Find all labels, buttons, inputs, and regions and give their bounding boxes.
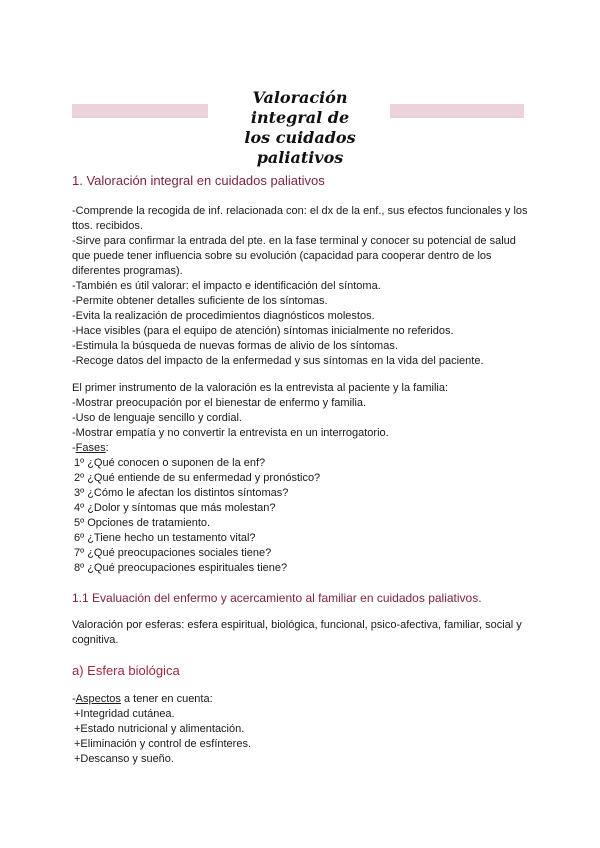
bullet-line: -Estimula la búsqueda de nuevas formas de alivio de los síntomas. [72, 340, 398, 352]
aspectos-suffix: a tener en cuenta: [120, 693, 213, 705]
interview-line: -Mostrar empatía y no convertir la entrevista en un interrogatorio. [72, 427, 389, 439]
esferas-text: Valoración por esferas: esfera espiritual, biológica, funcional, psico-afectiva, familiar, social y cognitiva. [72, 619, 522, 646]
interview-block [72, 381, 532, 576]
aspectos-block [72, 692, 532, 767]
section-1-heading: 1. Valoración integral en cuidados paliativos [72, 173, 325, 188]
fase-item: 5º Opciones de tratamiento. [74, 517, 211, 529]
aspecto-item: +Estado nutricional y alimentación. [74, 723, 245, 735]
aspectos-prefix: - [72, 693, 76, 705]
bullet-line: -Hace visibles (para el equipo de atención) síntomas inicialmente no referidos. [72, 325, 454, 337]
aspecto-item: +Descanso y sueño. [74, 753, 174, 765]
title-line-1: Valoración integral de [250, 88, 350, 127]
bullet-line: -Sirve para confirmar la entrada del pte. en la fase terminal y conocer su potencial de salud que puede tener influencia sobre su evolución (capacidad para cooperar dentro de los diferentes programas). [72, 235, 516, 277]
aspecto-item: +Eliminación y control de esfínteres. [74, 738, 252, 750]
bullet-line: -Evita la realización de procedimientos diagnósticos molestos. [72, 310, 375, 322]
section-a-heading: a) Esfera biológica [72, 663, 180, 678]
header-bar-left [72, 104, 208, 118]
aspectos-line [72, 692, 532, 707]
bullet-line: -Permite obtener detalles suficiente de los síntomas. [72, 295, 328, 307]
fase-item: 7º ¿Qué preocupaciones sociales tiene? [74, 547, 272, 559]
aspectos-label: Aspectos [75, 693, 121, 705]
document-title [215, 88, 385, 168]
fase-item: 6º ¿Tiene hecho un testamento vital? [74, 532, 256, 544]
fase-item: 2º ¿Qué entiende de su enfermedad y pronóstico? [74, 472, 321, 484]
aspecto-item: +Integridad cutánea. [74, 708, 175, 720]
section-1-bullets [72, 204, 532, 369]
fase-item: 8º ¿Qué preocupaciones espirituales tiene? [74, 562, 288, 574]
fases-label: Fases [75, 442, 106, 454]
title-line-2: los cuidados paliativos [244, 128, 356, 167]
fases-prefix: - [72, 442, 76, 454]
fase-item: 1º ¿Qué conocen o suponen de la enf? [74, 457, 266, 469]
fases-label-line [72, 441, 532, 456]
interview-line: -Mostrar preocupación por el bienestar de enfermo y familia. [72, 397, 367, 409]
bullet-line: -Recoge datos del impacto de la enfermedad y sus síntomas en la vida del paciente. [72, 355, 484, 367]
fases-suffix: : [105, 442, 109, 454]
bullet-line: -También es útil valorar: el impacto e identificación del síntoma. [72, 280, 381, 292]
bullet-line: -Comprende la recogida de inf. relacionada con: el dx de la enf., sus efectos funcionales y los ttos. recibidos. [72, 205, 528, 232]
fase-item: 3º ¿Cómo le afectan los distintos síntomas? [74, 487, 289, 499]
document-body [72, 172, 532, 767]
fase-item: 4º ¿Dolor y síntomas que más molestan? [74, 502, 276, 514]
section-1-1-heading: 1.1 Evaluación del enfermo y acercamiento al familiar en cuidados paliativos. [72, 591, 482, 605]
interview-line: -Uso de lenguaje sencillo y cordial. [72, 412, 242, 424]
header-bar-right [390, 104, 524, 118]
interview-intro: El primer instrumento de la valoración es la entrevista al paciente y la familia: [72, 382, 449, 394]
